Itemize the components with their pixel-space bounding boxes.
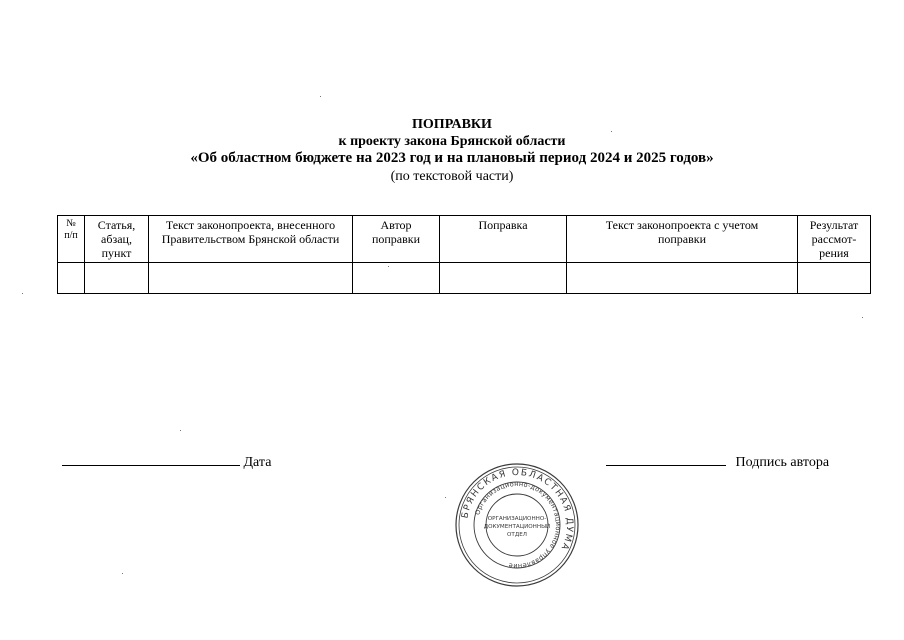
column-header-number: № п/п [58, 216, 85, 263]
table-header-row [58, 216, 871, 263]
date-blank-line[interactable] [62, 451, 240, 466]
signature-blank-line[interactable] [606, 451, 726, 466]
scan-speck [388, 266, 389, 267]
table-row [58, 263, 871, 294]
scan-speck [122, 573, 123, 574]
date-signature-block [62, 451, 271, 471]
scan-speck [611, 131, 612, 132]
column-header-author: Автор поправки [353, 216, 440, 263]
table-cell[interactable] [798, 263, 871, 294]
column-header-amendment: Поправка [440, 216, 567, 263]
date-label: Дата [243, 455, 272, 470]
document-subtitle: к проекту закона Брянской области [338, 134, 566, 149]
law-name: «Об областном бюджете на 2023 год и на плановый период 2024 и 2025 годов» [190, 150, 714, 166]
stamp-center-line-2: ДОКУМЕНТАЦИОННЫЙ [483, 524, 551, 530]
table-cell[interactable] [149, 263, 353, 294]
stamp-inner-text: Организационно-документационное управление [473, 479, 563, 571]
stamp-center-line-3: ОТДЕЛ [507, 532, 527, 538]
stamp-center-line-1: ОРГАНИЗАЦИОННО- [487, 516, 547, 522]
scan-speck [862, 317, 863, 318]
scan-speck [445, 497, 446, 498]
scan-speck [180, 430, 181, 431]
column-header-article: Статья, абзац, пункт [85, 216, 149, 263]
scan-speck [22, 293, 23, 294]
table-cell[interactable] [353, 263, 440, 294]
column-header-result: Результат рассмот- рения [798, 216, 871, 263]
column-header-amended-text: Текст законопроекта с учетом поправки [567, 216, 798, 263]
document-title: ПОПРАВКИ [412, 117, 492, 132]
amendments-table [57, 215, 871, 294]
document-note: (по текстовой части) [390, 169, 514, 184]
column-header-bill-text: Текст законопроекта, внесенного Правительством Брянской области [149, 216, 353, 263]
stamp-seal [452, 460, 582, 590]
official-stamp [452, 460, 582, 590]
author-signature-block [606, 451, 829, 471]
table-cell[interactable] [567, 263, 798, 294]
scan-speck [320, 96, 321, 97]
table-cell[interactable] [85, 263, 149, 294]
author-signature-label: Подпись автора [735, 455, 830, 470]
stamp-outer-text: БРЯНСКАЯ ОБЛАСТНАЯ ДУМА [460, 467, 575, 553]
table-cell[interactable] [440, 263, 567, 294]
document-heading [0, 116, 904, 185]
table-cell[interactable] [58, 263, 85, 294]
